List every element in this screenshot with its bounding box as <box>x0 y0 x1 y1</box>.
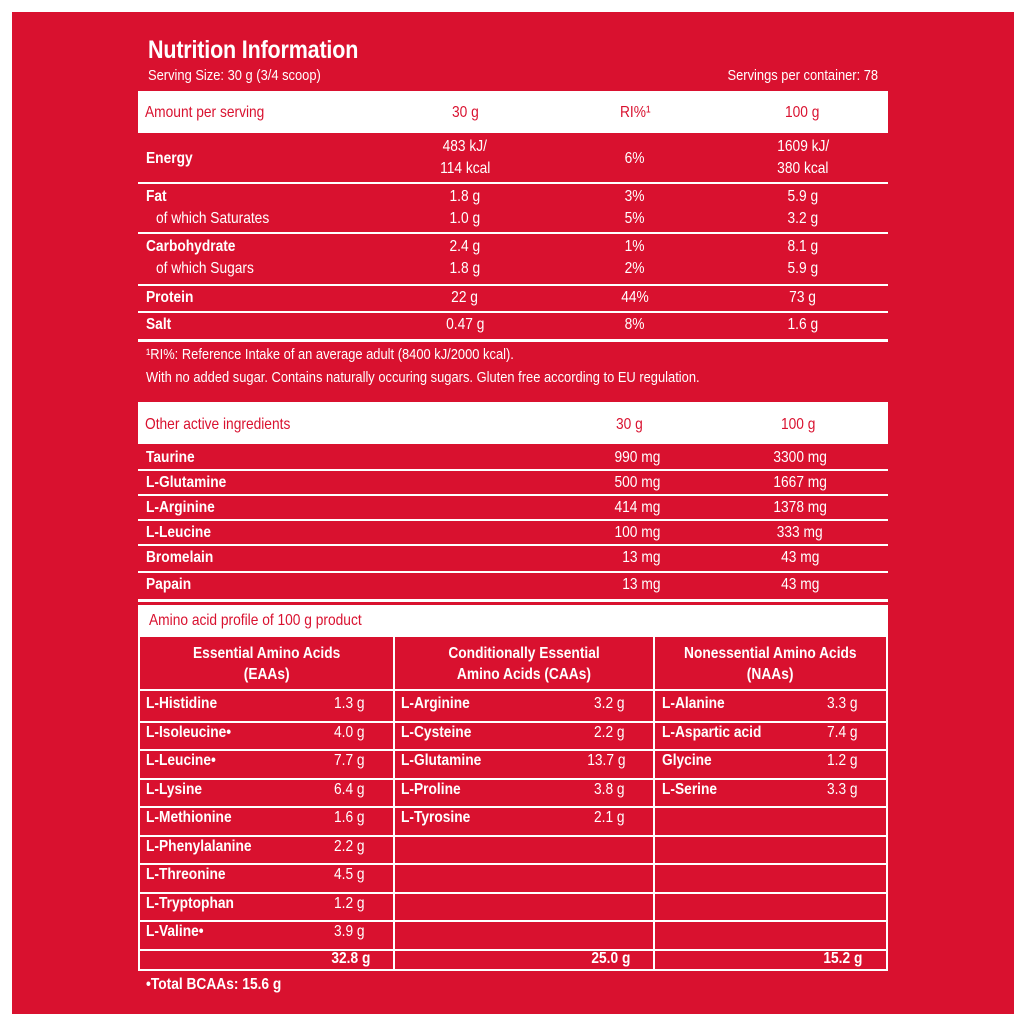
caa-title-abbr: Amino Acids (CAAs) <box>456 666 592 683</box>
eaa-amino-value: 4.5 g <box>334 866 365 883</box>
eaa-title-abbr: (EAAs) <box>243 666 290 683</box>
naa-amino-name: L-Aspartic acid <box>662 724 762 741</box>
grid-line <box>138 689 888 691</box>
eaa-amino-name: L-Isoleucine• <box>146 724 232 741</box>
salt-30g: 0.47 g <box>445 316 485 333</box>
naa-amino-value: 7.4 g <box>827 724 858 741</box>
divider <box>138 571 888 573</box>
divider <box>138 544 888 546</box>
divider <box>138 284 888 286</box>
grid-line <box>518 444 519 599</box>
protein-label: Protein <box>146 289 194 306</box>
fat-30g: 1.8 g <box>449 188 481 205</box>
naa-amino-value: 3.3 g <box>827 781 858 798</box>
nutrition-header-100g: 100 g <box>785 104 820 121</box>
other-ingredient-30g: 100 mg <box>614 524 660 541</box>
fat-label: Fat <box>146 188 167 205</box>
energy-label: Energy <box>146 150 193 167</box>
caa-total: 25.0 g <box>590 950 630 967</box>
eaa-amino-name: L-Phenylalanine <box>146 838 252 855</box>
eaa-amino-name: L-Valine• <box>146 923 204 940</box>
saturates-label: of which Saturates <box>156 210 270 227</box>
carbohydrate-ri: 1% <box>625 238 645 255</box>
serving-size: Serving Size: 30 g (3/4 scoop) <box>148 67 321 84</box>
naa-total: 15.2 g <box>822 950 862 967</box>
nutrition-header-label: Amount per serving <box>145 104 265 121</box>
caa-amino-value: 2.1 g <box>594 809 625 826</box>
caa-title: Conditionally Essential <box>448 645 600 662</box>
energy-100g-kcal: 380 kcal <box>777 160 829 177</box>
eaa-amino-name: L-Tryptophan <box>146 895 234 912</box>
other-ingredient-30g: 500 mg <box>614 474 660 491</box>
other-ingredient-30g: 13 mg <box>621 576 660 593</box>
caa-amino-name: L-Proline <box>401 781 461 798</box>
servings-per-container: Servings per container: 78 <box>727 67 878 84</box>
protein-ri: 44% <box>621 289 649 306</box>
bcaa-note: •Total BCAAs: 15.6 g <box>146 976 282 993</box>
energy-30g-kcal: 114 kcal <box>439 160 491 177</box>
caa-amino-value: 3.2 g <box>594 695 625 712</box>
eaa-amino-value: 1.6 g <box>334 809 365 826</box>
eaa-amino-value: 3.9 g <box>334 923 365 940</box>
other-header-label: Other active ingredients <box>145 416 291 433</box>
divider <box>138 599 888 602</box>
divider <box>138 232 888 234</box>
naa-amino-value: 3.3 g <box>827 695 858 712</box>
footnote-ri: ¹RI%: Reference Intake of an average adult (8400 kJ/2000 kcal). <box>146 346 514 363</box>
divider <box>138 311 888 313</box>
sugars-100g: 5.9 g <box>787 260 819 277</box>
fat-ri: 3% <box>625 188 645 205</box>
other-ingredient-name: Taurine <box>146 449 195 466</box>
nutrition-header-30g: 30 g <box>452 104 479 121</box>
eaa-total: 32.8 g <box>330 950 370 967</box>
sugars-30g: 1.8 g <box>449 260 481 277</box>
naa-title-abbr: (NAAs) <box>747 666 794 683</box>
grid-line <box>138 920 888 922</box>
other-ingredient-100g: 43 mg <box>780 549 820 566</box>
other-ingredient-100g: 1378 mg <box>773 499 827 516</box>
divider <box>138 519 888 521</box>
carbohydrate-100g: 8.1 g <box>787 238 819 255</box>
saturates-30g: 1.0 g <box>449 210 481 227</box>
divider <box>138 182 888 184</box>
grid-line <box>138 806 888 808</box>
other-ingredient-100g: 3300 mg <box>773 449 827 466</box>
caa-amino-value: 13.7 g <box>586 752 625 769</box>
caa-amino-name: L-Arginine <box>401 695 470 712</box>
naa-amino-name: L-Serine <box>662 781 718 798</box>
other-header-30g: 30 g <box>616 416 643 433</box>
other-ingredient-name: Bromelain <box>146 549 214 566</box>
naa-title: Nonessential Amino Acids <box>684 645 857 662</box>
salt-100g: 1.6 g <box>787 316 819 333</box>
other-ingredient-100g: 43 mg <box>780 576 820 593</box>
fat-100g: 5.9 g <box>787 188 819 205</box>
page-title: Nutrition Information <box>148 36 359 64</box>
eaa-amino-name: L-Histidine <box>146 695 218 712</box>
eaa-amino-value: 6.4 g <box>334 781 365 798</box>
naa-amino-value: 1.2 g <box>827 752 858 769</box>
salt-ri: 8% <box>625 316 645 333</box>
eaa-amino-value: 1.2 g <box>334 895 365 912</box>
sugars-label: of which Sugars <box>156 260 254 277</box>
nutrition-header-ri: RI%¹ <box>620 104 651 121</box>
caa-amino-name: L-Glutamine <box>401 752 482 769</box>
naa-amino-name: Glycine <box>662 752 712 769</box>
other-ingredient-30g: 13 mg <box>621 549 660 566</box>
caa-amino-value: 3.8 g <box>594 781 625 798</box>
footnote-sugar: With no added sugar. Contains naturally occuring sugars. Gluten free according to EU regulation. <box>146 369 700 386</box>
grid-line <box>138 892 888 894</box>
divider <box>138 494 888 496</box>
energy-ri: 6% <box>625 150 645 167</box>
eaa-amino-value: 4.0 g <box>334 724 365 741</box>
grid-line <box>138 863 888 865</box>
caa-amino-name: L-Cysteine <box>401 724 472 741</box>
saturates-ri: 5% <box>625 210 645 227</box>
eaa-amino-value: 2.2 g <box>334 838 365 855</box>
eaa-amino-name: L-Leucine• <box>146 752 216 769</box>
carbohydrate-label: Carbohydrate <box>146 238 236 255</box>
other-ingredient-name: Papain <box>146 576 192 593</box>
sugars-ri: 2% <box>625 260 645 277</box>
grid-line <box>693 444 694 599</box>
caa-amino-name: L-Tyrosine <box>401 809 471 826</box>
naa-amino-name: L-Alanine <box>662 695 725 712</box>
other-ingredient-100g: 1667 mg <box>773 474 827 491</box>
other-header-100g: 100 g <box>781 416 816 433</box>
other-ingredient-100g: 333 mg <box>777 524 823 541</box>
eaa-amino-value: 1.3 g <box>334 695 365 712</box>
other-ingredient-30g: 414 mg <box>614 499 660 516</box>
eaa-title: Essential Amino Acids <box>192 645 341 662</box>
other-ingredient-name: L-Leucine <box>146 524 211 541</box>
saturates-100g: 3.2 g <box>787 210 819 227</box>
eaa-amino-value: 7.7 g <box>334 752 365 769</box>
protein-30g: 22 g <box>451 289 479 306</box>
eaa-amino-name: L-Threonine <box>146 866 226 883</box>
carbohydrate-30g: 2.4 g <box>449 238 481 255</box>
eaa-amino-name: L-Methionine <box>146 809 232 826</box>
eaa-amino-name: L-Lysine <box>146 781 203 798</box>
energy-30g: 483 kJ/ <box>442 138 488 155</box>
caa-amino-value: 2.2 g <box>594 724 625 741</box>
divider <box>138 339 888 342</box>
other-ingredient-name: L-Glutamine <box>146 474 227 491</box>
other-ingredient-name: L-Arginine <box>146 499 215 516</box>
divider <box>138 469 888 471</box>
salt-label: Salt <box>146 316 172 333</box>
amino-header-label: Amino acid profile of 100 g product <box>149 612 362 629</box>
protein-100g: 73 g <box>789 289 817 306</box>
energy-100g: 1609 kJ/ <box>776 138 830 155</box>
other-ingredient-30g: 990 mg <box>614 449 660 466</box>
